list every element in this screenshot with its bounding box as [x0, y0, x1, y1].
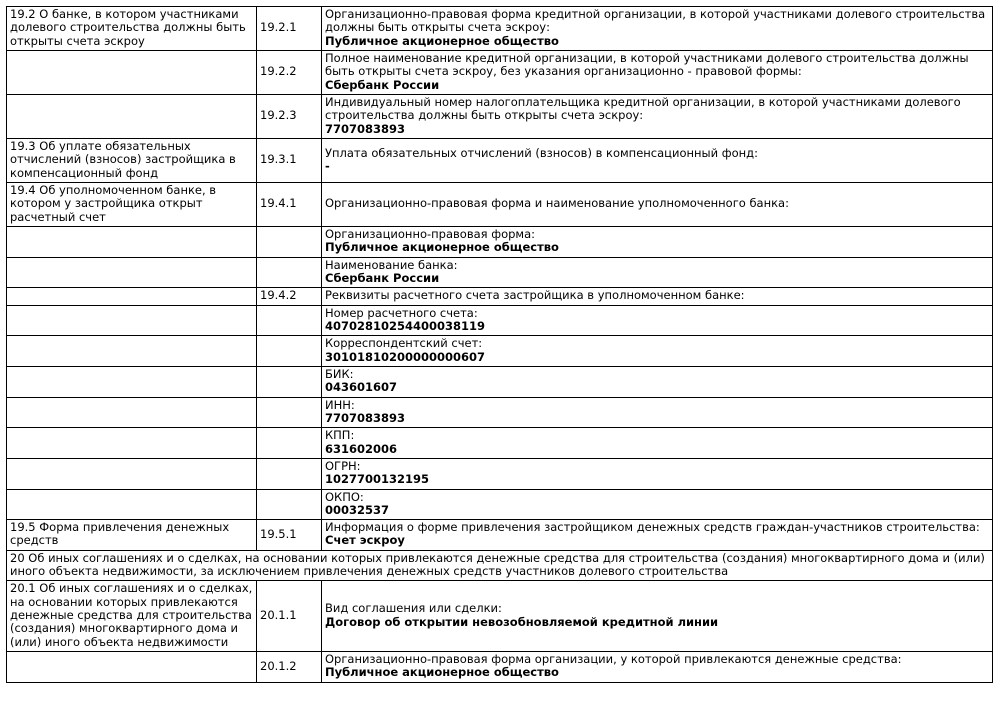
content-label: ИНН:	[325, 397, 355, 412]
row-content	[322, 7, 993, 51]
table-row	[7, 257, 993, 288]
row-description	[7, 288, 257, 305]
row-description	[7, 336, 257, 367]
row-item-number: 19.5.1	[257, 520, 322, 551]
table-row	[7, 336, 993, 367]
content-label: Уплата обязательных отчислений (взносов) в компенсационный фонд:	[325, 145, 758, 160]
row-content	[322, 397, 993, 428]
content-value: 631602006	[325, 441, 398, 456]
content-value: 1027700132195	[325, 472, 430, 487]
content-value: 30101810200000000607	[325, 349, 486, 364]
table-row	[7, 94, 993, 138]
row-content	[322, 428, 993, 459]
content-value: Сбербанк России	[325, 270, 440, 285]
content-label: Номер расчетного счета:	[325, 305, 478, 320]
content-label: КПП:	[325, 428, 355, 443]
row-description	[7, 305, 257, 336]
table-row	[7, 7, 993, 51]
content-label: Организационно-правовая форма кредитной организации, в которой участниками долевого строительства должны быть открыты счета эскроу:	[325, 7, 986, 35]
content-value: 40702810254400038119	[325, 318, 486, 333]
row-content	[322, 305, 993, 336]
content-label: Вид соглашения или сделки:	[325, 601, 502, 616]
row-content	[322, 94, 993, 138]
content-value: Публичное акционерное общество	[325, 240, 559, 255]
table-row	[7, 288, 993, 305]
content-value: 7707083893	[325, 121, 406, 136]
row-item-number	[257, 397, 322, 428]
content-value: -	[325, 158, 330, 173]
row-content	[322, 366, 993, 397]
row-description	[7, 489, 257, 520]
row-content	[322, 257, 993, 288]
row-item-number	[257, 458, 322, 489]
row-description	[7, 428, 257, 459]
row-description	[7, 458, 257, 489]
content-value: Сбербанк России	[325, 77, 440, 92]
row-description: 19.4 Об уполномоченном банке, в котором у застройщика открыт расчетный счет	[7, 182, 257, 226]
row-item-number	[257, 428, 322, 459]
row-description	[7, 226, 257, 257]
project-declaration-table	[6, 6, 993, 683]
content-label: Корреспондентский счет:	[325, 336, 483, 351]
row-description	[7, 257, 257, 288]
table-row	[7, 397, 993, 428]
section-header: 20 Об иных соглашениях и о сделках, на основании которых привлекаются денежные средства для строительства (создания) многоквартирного дома и (или) иного объекта недвижимости, за исключением привлечения денежных средств участников долевого строительства	[7, 550, 993, 581]
row-item-number	[257, 305, 322, 336]
row-item-number: 19.2.1	[257, 7, 322, 51]
table-row	[7, 458, 993, 489]
content-label: Организационно-правовая форма:	[325, 226, 535, 241]
row-content	[322, 458, 993, 489]
row-description	[7, 366, 257, 397]
content-value: 043601607	[325, 380, 398, 395]
row-content	[322, 520, 993, 551]
content-label: Информация о форме привлечения застройщиком денежных средств граждан-участников строительства:	[325, 520, 980, 535]
row-description	[7, 94, 257, 138]
table-row	[7, 138, 993, 182]
table-row	[7, 50, 993, 94]
row-item-number: 19.3.1	[257, 138, 322, 182]
row-description: 19.2 О банке, в котором участниками долевого строительства должны быть открыты счета эскроу	[7, 7, 257, 51]
row-item-number: 19.2.3	[257, 94, 322, 138]
row-content	[322, 182, 993, 226]
row-description: 19.3 Об уплате обязательных отчислений (взносов) застройщика в компенсационный фонд	[7, 138, 257, 182]
content-value: Счет эскроу	[325, 533, 405, 548]
row-item-number	[257, 366, 322, 397]
row-content	[322, 652, 993, 683]
row-content	[322, 581, 993, 652]
row-item-number	[257, 489, 322, 520]
content-value: 7707083893	[325, 410, 406, 425]
row-content	[322, 226, 993, 257]
row-item-number: 19.4.1	[257, 182, 322, 226]
table-row	[7, 182, 993, 226]
row-item-number: 20.1.2	[257, 652, 322, 683]
section-header-row	[7, 550, 993, 581]
content-label: Организационно-правовая форма организации, у которой привлекаются денежные средства:	[325, 652, 902, 667]
row-description: 20.1 Об иных соглашениях и о сделках, на основании которых привлекаются денежные средства для строительства (создания) многоквартирного дома и (или) иного объекта недвижимости	[7, 581, 257, 652]
row-content	[322, 288, 993, 305]
row-item-number	[257, 336, 322, 367]
table-row	[7, 520, 993, 551]
row-description	[7, 652, 257, 683]
content-value: Публичное акционерное общество	[325, 665, 559, 680]
content-label: Индивидуальный номер налогоплательщика кредитной организации, в которой участниками долевого строительства должны быть открыты счета эскроу:	[325, 94, 961, 123]
row-content	[322, 489, 993, 520]
table-row	[7, 581, 993, 652]
row-item-number: 20.1.1	[257, 581, 322, 652]
content-value: Публичное акционерное общество	[325, 33, 559, 48]
table-row	[7, 226, 993, 257]
row-content	[322, 50, 993, 94]
document-page	[0, 6, 1000, 707]
row-item-number	[257, 257, 322, 288]
content-label: Организационно-правовая форма и наименование уполномоченного банка:	[325, 196, 789, 211]
table-row	[7, 489, 993, 520]
row-description: 19.5 Форма привлечения денежных средств	[7, 520, 257, 551]
row-item-number: 19.4.2	[257, 288, 322, 305]
table-row	[7, 366, 993, 397]
content-label: ОГРН:	[325, 458, 361, 473]
row-description	[7, 50, 257, 94]
row-item-number: 19.2.2	[257, 50, 322, 94]
row-item-number	[257, 226, 322, 257]
table-row	[7, 652, 993, 683]
row-description	[7, 397, 257, 428]
content-label: Полное наименование кредитной организации, в которой участниками долевого строительства должны быть открыты счета эскроу, без указания организационно - правовой формы:	[325, 50, 969, 79]
content-label: БИК:	[325, 366, 354, 381]
row-content	[322, 138, 993, 182]
row-content	[322, 336, 993, 367]
content-label: Реквизиты расчетного счета застройщика в уполномоченном банке:	[325, 288, 745, 303]
content-label: ОКПО:	[325, 489, 364, 504]
content-value: 00032537	[325, 502, 390, 517]
content-value: Договор об открытии невозобновляемой кредитной линии	[325, 614, 719, 629]
table-row	[7, 428, 993, 459]
table-row	[7, 305, 993, 336]
content-label: Наименование банка:	[325, 257, 458, 272]
